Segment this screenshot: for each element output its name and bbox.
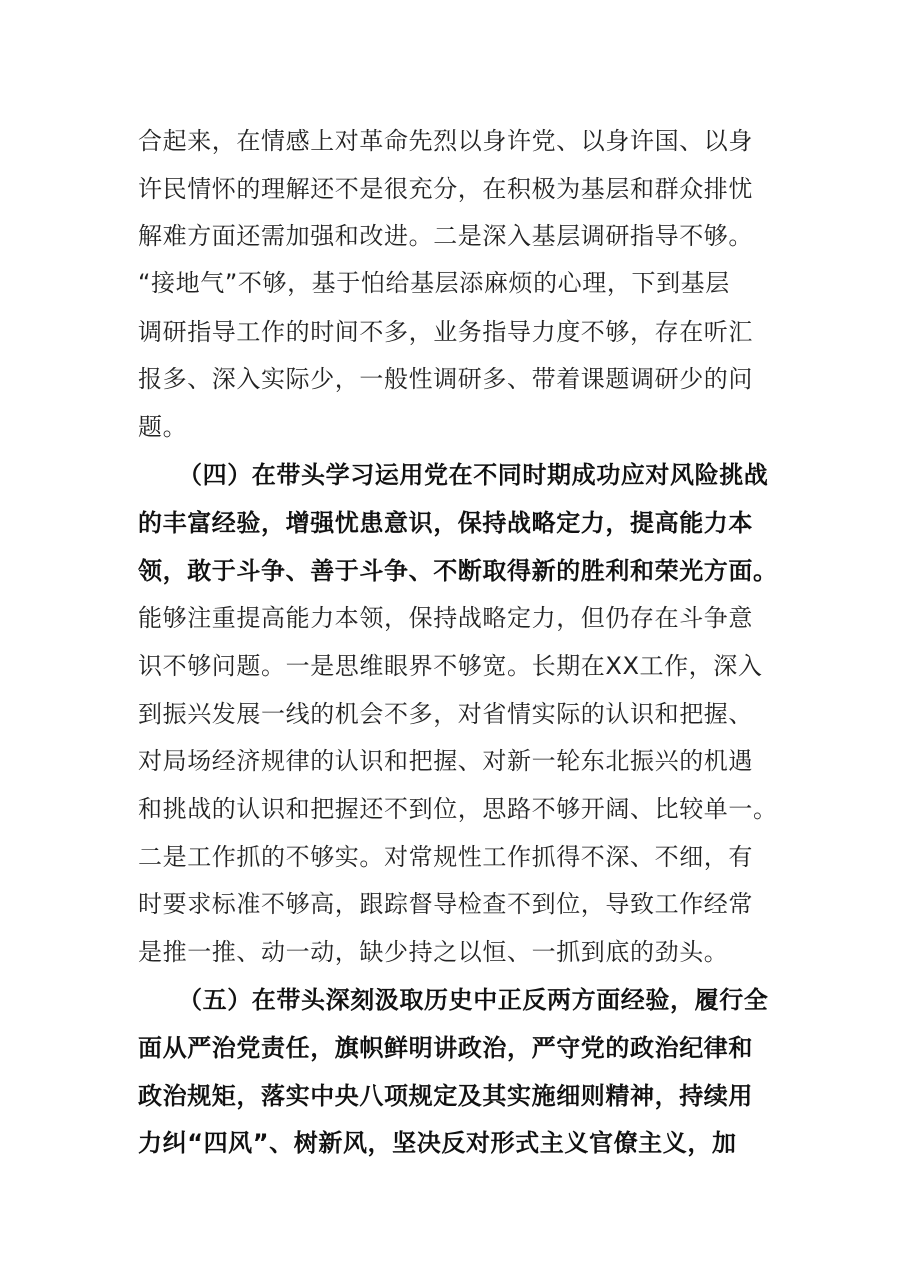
paragraph-line: 解难方面还需加强和改进。二是深入基层调研指导不够。 (138, 222, 753, 250)
paragraph-line: 二是工作抓的不够实。对常规性工作抓得不深、不细，有 (138, 843, 753, 871)
section-heading-line: 力纠“四风”、树新风，坚决反对形式主义官僚主义，加 (138, 1129, 737, 1157)
paragraph-line: 是推一推、动一动，缺少持之以恒、一抓到底的劲头。 (138, 938, 729, 966)
section-heading-line: 领，敢于斗争、善于斗争、不断取得新的胜利和荣光方面。 (138, 557, 778, 585)
paragraph-line: 报多、深入实际少，一般性调研多、带着课题调研少的问 (138, 365, 753, 393)
section-heading-line: （四）在带头学习运用党在不同时期成功应对风险挑战 (178, 461, 769, 489)
paragraph-line: “接地气”不够，基于怕给基层添麻烦的心理，下到基层 (138, 269, 730, 297)
paragraph-line: 能够注重提高能力本领，保持战略定力，但仍存在斗争意 (138, 604, 753, 632)
paragraph-line: 调研指导工作的时间不多，业务指导力度不够，存在听汇 (138, 318, 753, 346)
paragraph-line: 题。 (138, 413, 188, 441)
section-heading-line: 的丰富经验，增强忧患意识，保持战略定力，提高能力本 (138, 509, 753, 537)
section-heading-line: （五）在带头深刻汲取历史中正反两方面经验，履行全 (178, 986, 769, 1014)
paragraph-line: 和挑战的认识和把握还不到位，思路不够开阔、比较单一。 (138, 795, 778, 823)
paragraph-line: 时要求标准不够高，跟踪督导检查不到位，导致工作经常 (138, 890, 753, 918)
paragraph-line: 识不够问题。一是思维眼界不够宽。长期在XX工作，深入 (138, 652, 763, 680)
paragraph-line: 对局场经济规律的认识和把握、对新一轮东北振兴的机遇 (138, 747, 753, 775)
paragraph-line: 合起来，在情感上对革命先烈以身许党、以身许国、以身 (138, 127, 753, 155)
paragraph-line: 到振兴发展一线的机会不多，对省情实际的认识和把握、 (138, 700, 753, 728)
section-heading-line: 政治规矩，落实中央八项规定及其实施细则精神，持续用 (138, 1082, 753, 1110)
section-heading-line: 面从严治党责任，旗帜鲜明讲政治，严守党的政治纪律和 (138, 1034, 753, 1062)
paragraph-line: 许民情怀的理解还不是很充分，在积极为基层和群众排忧 (138, 175, 753, 203)
